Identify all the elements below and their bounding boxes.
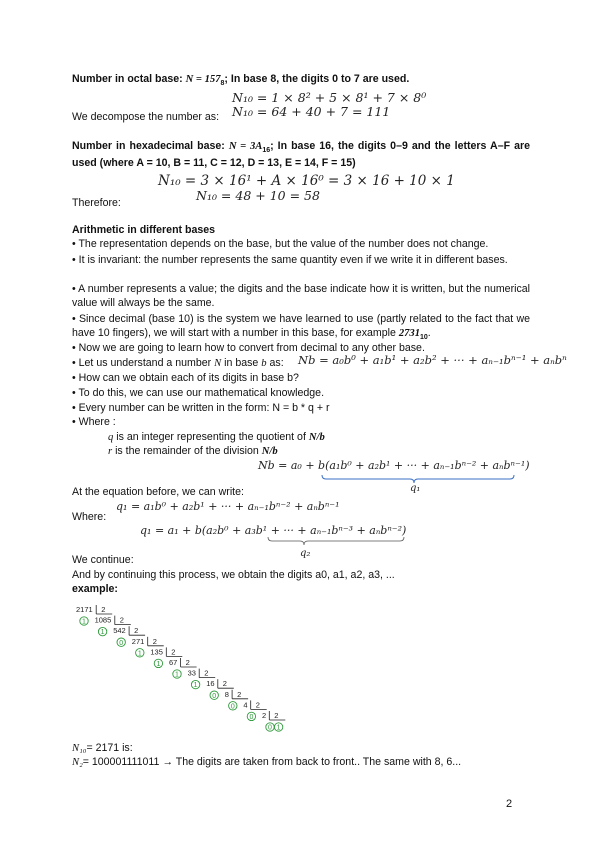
example-label: example: — [72, 583, 118, 595]
division-divisor: 2 — [185, 658, 190, 667]
division-dividend: 542 — [113, 626, 126, 636]
division-dividend: 67 — [169, 658, 178, 667]
arith-b6-eq: Nb = a₀b⁰ + a₁b¹ + a₂b² + ··· + aₙ₋₁bⁿ⁻¹ + aₙbⁿ — [298, 353, 567, 367]
division-dividend: 2 — [262, 711, 267, 720]
remainder-digit: 1 — [193, 682, 198, 690]
eq-nb: Nb = a₀ + b(a₁b⁰ + a₂b¹ + ··· + aₙ₋₁bⁿ⁻² + aₙbⁿ⁻¹) — [258, 459, 530, 472]
where-q: q is an integer representing the quotient of N/b — [108, 431, 325, 443]
remainder-digit: 0 — [119, 639, 124, 647]
remainder-digit: 0 — [212, 692, 217, 700]
arith-b4: • Since decimal (base 10) is the system we have learned to use (partly related to the fact that we have 10 fingers), we will start with a number in this base, for example $2731_{10}$. — [72, 313, 530, 342]
remainder-digit: 0 — [268, 724, 272, 732]
division-divisor: 2 — [101, 605, 106, 614]
octal-heading: Number in octal base: $N = 157_8$; In base 8, the digits 0 to 7 are used. — [72, 73, 410, 88]
arith-b7: • How can we obtain each of its digits in base b? — [72, 372, 299, 384]
arith-b8: • To do this, we can use our mathematical knowledge. — [72, 387, 325, 399]
eq-q1b: q₁ = a₁ + b(a₂b⁰ + a₃b¹ + ··· + aₙ₋₁bⁿ⁻³ + aₙbⁿ⁻²) — [140, 524, 407, 537]
octal-decompose: We decompose the number as: — [72, 111, 220, 123]
arith-b2: • It is invariant: the number represents the same quantity even if we write it in different bases. — [72, 254, 508, 266]
remainder-digit: 0 — [230, 703, 235, 711]
division-divisor: 2 — [222, 679, 227, 689]
arith-heading: Arithmetic in different bases — [72, 224, 216, 236]
final-quotient-digit: 1 — [276, 724, 281, 732]
remainder-digit: 1 — [137, 650, 142, 658]
division-divisor: 2 — [237, 689, 242, 699]
division-divisor: 2 — [119, 615, 124, 625]
division-divisor: 2 — [152, 636, 157, 646]
arith-b3: • A number represents a value; the digits and the base indicate how it is written, but the numerical value will always be the same. — [72, 283, 530, 309]
arith-b6: • Let us understand a number N in base b as: — [72, 357, 284, 369]
division-dividend: 8 — [224, 689, 229, 699]
remainder-digit: 0 — [249, 714, 254, 721]
eq-q1b-brace: q₂ — [300, 548, 311, 559]
division-divisor: 2 — [171, 647, 176, 657]
at-eq: At the equation before, we can write: — [72, 486, 244, 498]
result-line1: N₁₀= 2171 is: — [72, 742, 133, 754]
eq-nb-brace: q₁ — [410, 483, 421, 494]
hex-eq2: N₁₀ = 48 + 10 = 58 — [196, 188, 320, 203]
hex-heading: Number in hexadecimal base: $N = 3A_{16}$; In base 16, the digits 0–9 and the letters A–F are used (where A = 10, B = 11, C = 12, D = 13, E = 14, F = 15) — [72, 140, 530, 170]
division-dividend: 135 — [150, 647, 163, 657]
page-number: 2 — [506, 798, 513, 810]
division-divisor: 2 — [255, 700, 260, 710]
octal-eq2: N₁₀ = 64 + 40 + 7 = 111 — [232, 104, 391, 119]
arith-b5: • Now we are going to learn how to convert from decimal to any other base. — [72, 342, 425, 354]
division-dividend: 2171 — [76, 605, 93, 614]
division-dividend: 4 — [243, 700, 248, 710]
eq-q1: q₁ = a₁b⁰ + a₂b¹ + ··· + aₙ₋₁bⁿ⁻² + aₙbⁿ⁻¹ — [116, 500, 340, 513]
division-dividend: 271 — [131, 636, 145, 646]
division-divisor: 2 — [204, 668, 209, 678]
division-dividend: 1085 — [94, 615, 112, 625]
division-dividend: 16 — [206, 679, 215, 689]
arith-b10: • Where : — [72, 416, 116, 428]
hex-therefore: Therefore: — [72, 197, 121, 209]
octal-heading-eq: N = 157 — [185, 74, 221, 85]
continue: We continue: — [72, 554, 134, 566]
result-line2: N₂= 100001111011 → The digits are taken from back to front.. The same with 8, 6... — [72, 756, 462, 768]
remainder-digit: 1 — [156, 661, 161, 668]
where2: Where: — [72, 511, 107, 523]
remainder-digit: 1 — [175, 671, 179, 679]
division-divisor: 2 — [274, 711, 279, 720]
octal-heading-rest: ; In base 8, the digits 0 to 7 are used. — [224, 73, 410, 85]
continuing: And by continuing this process, we obtain the digits a0, a1, a2, a3, ... — [72, 569, 395, 581]
octal-eq1: N₁₀ = 1 × 8² + 5 × 8¹ + 7 × 8⁰ — [232, 90, 427, 105]
division-divisor: 2 — [134, 626, 139, 636]
remainder-digit: 1 — [82, 618, 86, 626]
octal-heading-sub: 8 — [220, 80, 225, 88]
division-dividend: 33 — [187, 668, 196, 678]
remainder-digit: 1 — [100, 629, 105, 637]
hex-eq1: N₁₀ = 3 × 16¹ + A × 16⁰ = 3 × 16 + 10 × 1 — [158, 173, 455, 189]
where-r: r is the remainder of the division N/b — [108, 445, 278, 457]
arith-b1: • The representation depends on the base, but the value of the number does not change. — [72, 238, 489, 250]
arith-b9: • Every number can be written in the form: N = b * q + r — [72, 402, 330, 414]
